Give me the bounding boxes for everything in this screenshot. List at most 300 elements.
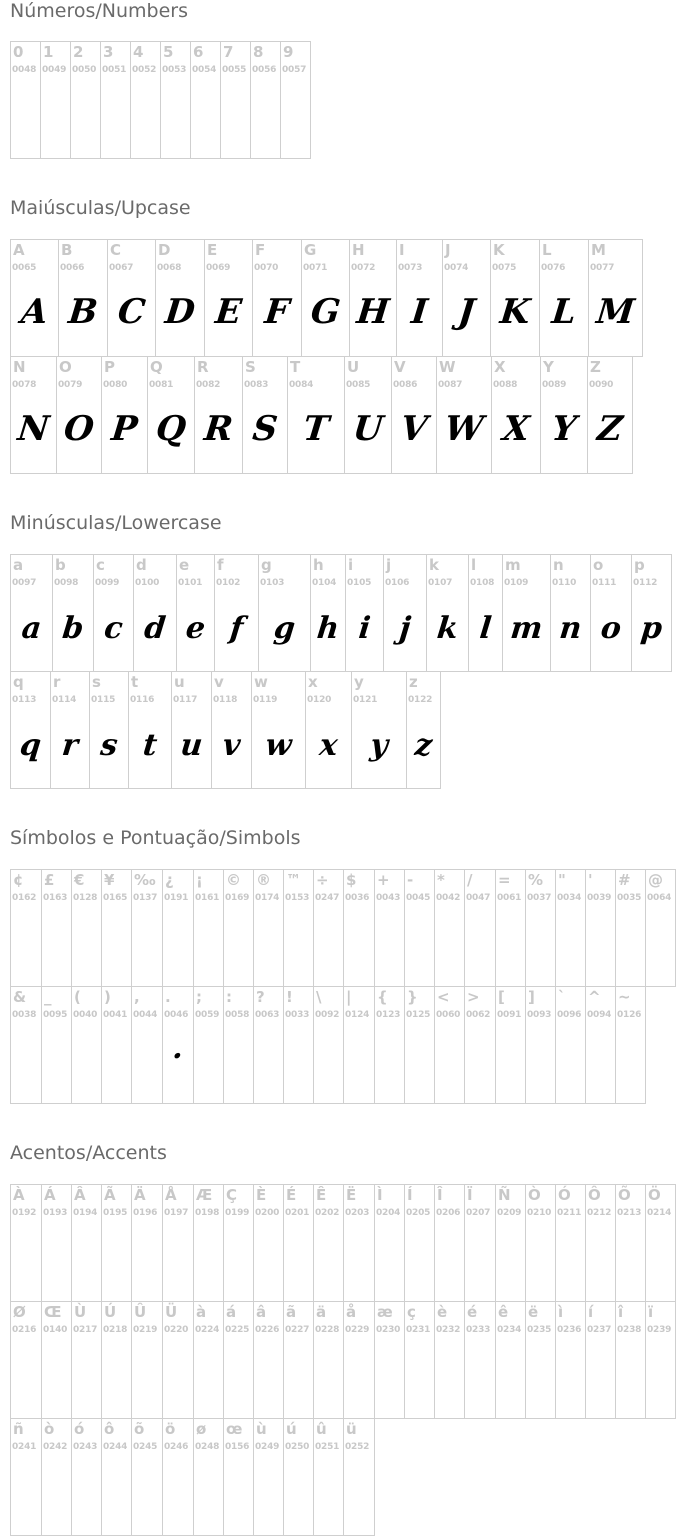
glyph-sample: I [409,292,430,332]
glyph-cell [40,41,71,159]
glyph-cell [251,671,306,789]
glyph-cell [525,1301,556,1419]
glyph-sample: q [18,728,43,763]
glyph-char-label: Ü [165,1303,178,1321]
glyph-code-label: 0085 [346,380,371,390]
glyph-cell [345,554,384,672]
glyph-char-label: ¿ [165,871,174,889]
glyph-code-label: 0053 [162,65,187,75]
glyph-char-label: ¡ [196,871,203,889]
glyph-char-label: Ì [377,1186,383,1204]
glyph-char-label: Û [134,1303,147,1321]
glyph-code-label: 0109 [504,578,529,588]
glyph-sample: m [508,611,545,646]
glyph-code-label: 0234 [497,1325,522,1335]
glyph-cell [525,1184,556,1302]
glyph-char-label: 2 [73,43,84,61]
glyph-code-label: 0064 [647,893,672,903]
glyph-char-label: @ [648,871,663,889]
glyph-row [10,1184,675,1302]
glyph-sample: J [456,292,477,332]
glyph-char-label: $ [346,871,357,889]
glyph-cell [10,671,51,789]
glyph-code-label: 0193 [43,1208,68,1218]
glyph-code-label: 0196 [133,1208,158,1218]
glyph-char-label: n [553,556,564,574]
glyph-code-label: 0126 [617,1010,642,1020]
glyph-code-label: 0238 [617,1325,642,1335]
glyph-sample: w [263,728,294,763]
glyph-code-label: 0239 [647,1325,672,1335]
glyph-row [10,671,440,789]
glyph-code-label: 0108 [470,578,495,588]
glyph-cell [193,1418,224,1536]
glyph-char-label: h [313,556,324,574]
glyph-cell [468,554,503,672]
glyph-cell [93,554,134,672]
glyph-sample: M [594,292,637,332]
glyph-cell [253,1301,284,1419]
glyph-code-label: 0061 [497,893,522,903]
glyph-char-label: * [437,871,445,889]
glyph-cell [223,986,254,1104]
glyph-code-label: 0081 [149,380,174,390]
glyph-cell [101,1418,132,1536]
glyph-code-label: 0077 [590,263,615,273]
glyph-row [10,1418,374,1536]
glyph-cell [41,1184,72,1302]
glyph-sample: R [202,409,235,449]
glyph-char-label: W [439,358,456,376]
glyph-char-label: Ñ [498,1186,511,1204]
glyph-sample: f [228,611,245,646]
glyph-code-label: 0082 [196,380,221,390]
section-title-upcase: Maiúsculas/Upcase [10,197,191,219]
glyph-char-label: œ [226,1420,243,1438]
glyph-code-label: 0204 [376,1208,401,1218]
glyph-char-label: R [197,358,209,376]
glyph-code-label: 0073 [398,263,423,273]
glyph-sample: g [272,611,297,646]
glyph-code-label: 0195 [103,1208,128,1218]
glyph-code-label: 0244 [103,1442,128,1452]
glyph-code-label: 0083 [244,380,269,390]
glyph-cell [253,1418,284,1536]
glyph-code-label: 0054 [192,65,217,75]
glyph-code-label: 0080 [103,380,128,390]
glyph-char-label: ? [256,988,265,1006]
glyph-char-label: ¥ [104,871,115,889]
glyph-code-label: 0048 [12,65,37,75]
glyph-code-label: 0086 [393,380,418,390]
glyph-cell [615,1184,646,1302]
glyph-char-label: # [618,871,631,889]
glyph-char-label: î [618,1303,624,1321]
glyph-cell [89,671,129,789]
glyph-code-label: 0169 [225,893,250,903]
glyph-code-label: 0192 [12,1208,37,1218]
glyph-row [10,869,675,987]
glyph-sample: r [60,728,80,763]
glyph-char-label: á [226,1303,237,1321]
glyph-char-label: = [498,871,511,889]
glyph-code-label: 0035 [617,893,642,903]
glyph-code-label: 0071 [303,263,328,273]
glyph-char-label: å [346,1303,357,1321]
glyph-sample: p [639,611,664,646]
glyph-char-label: ó [74,1420,85,1438]
glyph-cell [194,356,243,474]
glyph-cell [374,869,405,987]
glyph-cell [10,1418,42,1536]
glyph-code-label: 0247 [315,893,340,903]
glyph-sample: P [109,409,140,449]
glyph-char-label: ë [528,1303,539,1321]
glyph-code-label: 0252 [345,1442,370,1452]
glyph-char-label: O [59,358,72,376]
glyph-cell [525,869,556,987]
glyph-cell [176,554,215,672]
glyph-code-label: 0162 [12,893,37,903]
glyph-cell [58,239,108,357]
glyph-code-label: 0092 [315,1010,340,1020]
glyph-cell [71,986,102,1104]
glyph-char-label: û [316,1420,327,1438]
glyph-char-label: 7 [223,43,234,61]
glyph-char-label: [ [498,988,505,1006]
glyph-code-label: 0153 [285,893,310,903]
glyph-code-label: 0075 [492,263,517,273]
glyph-sample: N [15,409,52,449]
glyph-char-label: / [467,871,473,889]
glyph-code-label: 0091 [497,1010,522,1020]
glyph-char-label: E [207,241,218,259]
glyph-cell [404,869,435,987]
glyph-code-label: 0217 [73,1325,98,1335]
glyph-sample: D [163,292,197,332]
glyph-char-label: Ç [226,1186,238,1204]
glyph-code-label: 0051 [102,65,127,75]
glyph-cell [41,869,72,987]
glyph-cell [41,986,72,1104]
section-title-numbers: Números/Numbers [10,0,188,22]
glyph-code-label: 0214 [647,1208,672,1218]
glyph-cell [10,986,42,1104]
glyph-char-label: Î [437,1186,443,1204]
glyph-code-label: 0033 [285,1010,310,1020]
glyph-code-label: 0087 [438,380,463,390]
glyph-code-label: 0225 [225,1325,250,1335]
glyph-cell [615,1301,646,1419]
glyph-code-label: 0102 [216,578,241,588]
glyph-char-label: , [134,988,140,1006]
glyph-cell [101,356,148,474]
glyph-cell [131,1184,163,1302]
glyph-char-label: ® [256,871,271,889]
glyph-cell [171,671,212,789]
glyph-char-label: ( [74,988,81,1006]
glyph-char-label: k [429,556,439,574]
glyph-code-label: 0094 [587,1010,612,1020]
glyph-sample: H [354,292,392,332]
glyph-code-label: 0116 [130,695,155,705]
glyph-sample: X [500,409,532,449]
glyph-char-label: ; [196,988,202,1006]
glyph-sample: U [351,409,385,449]
glyph-char-label: z [409,673,418,691]
glyph-char-label: T [290,358,301,376]
glyph-code-label: 0191 [164,893,189,903]
glyph-cell [343,869,375,987]
glyph-code-label: 0099 [95,578,120,588]
glyph-char-label: + [377,871,390,889]
glyph-code-label: 0236 [557,1325,582,1335]
glyph-code-label: 0216 [12,1325,37,1335]
glyph-cell [280,41,311,159]
glyph-cell [590,554,632,672]
glyph-cell [220,41,251,159]
glyph-sample: b [60,611,86,646]
glyph-cell [162,986,194,1104]
glyph-cell [130,41,161,159]
glyph-code-label: 0044 [133,1010,158,1020]
glyph-char-label: r [53,673,61,691]
glyph-char-label: Ô [588,1186,601,1204]
glyph-cell [10,41,41,159]
glyph-cell [464,986,496,1104]
glyph-char-label: s [92,673,101,691]
glyph-char-label: o [593,556,604,574]
glyph-sample: L [549,292,579,332]
glyph-char-label: Y [543,358,554,376]
glyph-cell [313,1184,344,1302]
glyph-cell [525,986,556,1104]
glyph-code-label: 0137 [133,893,158,903]
glyph-cell [310,554,346,672]
glyph-char-label: \ [316,988,322,1006]
glyph-cell [107,239,156,357]
glyph-char-label: õ [134,1420,145,1438]
glyph-sample: s [98,728,120,763]
glyph-char-label: < [437,988,450,1006]
glyph-code-label: 0058 [225,1010,250,1020]
glyph-char-label: Í [407,1186,413,1204]
glyph-code-label: 0072 [351,263,376,273]
glyph-cell [490,239,540,357]
glyph-char-label: M [591,241,606,259]
glyph-cell [313,1301,344,1419]
glyph-char-label: Ù [74,1303,87,1321]
glyph-cell [258,554,311,672]
glyph-sample: O [62,409,96,449]
glyph-code-label: 0200 [255,1208,280,1218]
glyph-code-label: 0231 [406,1325,431,1335]
glyph-code-label: 0097 [12,578,37,588]
glyph-code-label: 0251 [315,1442,340,1452]
glyph-code-label: 0100 [135,578,160,588]
glyph-code-label: 0066 [60,263,85,273]
glyph-char-label: _ [44,988,52,1006]
glyph-char-label: c [96,556,105,574]
glyph-cell [193,1184,224,1302]
glyph-code-label: 0230 [376,1325,401,1335]
glyph-sample: i [357,611,373,646]
glyph-cell [131,1418,163,1536]
glyph-char-label: 8 [253,43,264,61]
glyph-char-label: 9 [283,43,294,61]
glyph-cell [242,356,288,474]
glyph-sample: . [170,1031,186,1066]
glyph-char-label: j [386,556,392,574]
glyph-code-label: 0062 [466,1010,491,1020]
glyph-char-label: g [261,556,272,574]
glyph-code-label: 0065 [12,263,37,273]
glyph-char-label: | [346,988,352,1006]
glyph-char-label: a [13,556,24,574]
section-title-lowercase: Minúsculas/Lowercase [10,512,222,534]
glyph-char-label: £ [44,871,55,889]
glyph-char-label: Æ [196,1186,213,1204]
glyph-char-label: é [467,1303,478,1321]
glyph-cell [406,671,441,789]
glyph-code-label: 0069 [206,263,231,273]
glyph-code-label: 0123 [376,1010,401,1020]
glyph-char-label: U [347,358,360,376]
glyph-cell [585,986,616,1104]
glyph-char-label: Õ [618,1186,631,1204]
glyph-char-label: ï [648,1303,654,1321]
glyph-char-label: P [104,358,115,376]
glyph-cell [645,1301,676,1419]
glyph-code-label: 0095 [43,1010,68,1020]
glyph-cell [631,554,672,672]
glyph-char-label: 0 [13,43,24,61]
glyph-cell [539,239,589,357]
glyph-cell [301,239,350,357]
glyph-code-label: 0165 [103,893,128,903]
glyph-sample: V [398,409,430,449]
glyph-char-label: è [437,1303,448,1321]
glyph-cell [211,671,252,789]
glyph-cell [585,869,616,987]
glyph-cell [223,1184,254,1302]
glyph-char-label: ì [558,1303,564,1321]
glyph-cell [495,1184,526,1302]
glyph-cell [585,1301,616,1419]
glyph-char-label: Ó [558,1186,571,1204]
glyph-char-label: ¢ [13,871,24,889]
glyph-cell [253,869,284,987]
glyph-sample: Z [595,409,625,449]
glyph-cell [645,1184,676,1302]
glyph-char-label: ü [346,1420,357,1438]
glyph-sample: l [478,611,494,646]
glyph-code-label: 0101 [178,578,203,588]
glyph-code-label: 0059 [195,1010,220,1020]
glyph-code-label: 0050 [72,65,97,75]
glyph-code-label: 0046 [164,1010,189,1020]
glyph-code-label: 0212 [587,1208,612,1218]
glyph-cell [434,1301,465,1419]
glyph-char-label: Q [150,358,163,376]
glyph-char-label: Ã [104,1186,116,1204]
glyph-code-label: 0089 [542,380,567,390]
glyph-char-label: Ê [316,1186,327,1204]
glyph-code-label: 0198 [195,1208,220,1218]
glyph-code-label: 0063 [255,1010,280,1020]
glyph-cell [434,1184,465,1302]
glyph-code-label: 0104 [312,578,337,588]
glyph-code-label: 0090 [589,380,614,390]
glyph-sample: o [599,611,623,646]
glyph-cell [283,1418,314,1536]
glyph-code-label: 0197 [164,1208,189,1218]
glyph-cell [131,869,163,987]
glyph-cell [305,671,352,789]
glyph-cell [155,239,205,357]
glyph-code-label: 0093 [527,1010,552,1020]
glyph-char-label: x [308,673,318,691]
glyph-char-label: € [74,871,85,889]
glyph-char-label: L [542,241,552,259]
glyph-char-label: i [348,556,354,574]
glyph-cell [374,986,405,1104]
glyph-char-label: â [256,1303,267,1321]
glyph-cell [50,671,90,789]
glyph-sample: G [308,292,343,332]
glyph-cell [615,869,646,987]
glyph-cell [349,239,397,357]
glyph-char-label: 3 [103,43,114,61]
glyph-char-label: p [634,556,645,574]
glyph-cell [10,554,53,672]
glyph-cell [101,869,132,987]
glyph-cell [41,1301,72,1419]
glyph-char-label: Â [74,1186,86,1204]
glyph-char-label: 1 [43,43,54,61]
glyph-cell [283,1184,314,1302]
glyph-char-label: F [255,241,266,259]
glyph-code-label: 0038 [12,1010,37,1020]
glyph-cell [464,1184,496,1302]
glyph-code-label: 0088 [493,380,518,390]
glyph-code-label: 0039 [587,893,612,903]
glyph-cell [162,1301,194,1419]
glyph-char-label: ) [104,988,111,1006]
glyph-cell [313,986,344,1104]
glyph-char-label: { [377,988,388,1006]
glyph-cell [71,1301,102,1419]
glyph-row [10,356,632,474]
glyph-code-label: 0125 [406,1010,431,1020]
glyph-code-label: 0052 [132,65,157,75]
glyph-cell [343,1418,375,1536]
glyph-char-label: Ö [648,1186,661,1204]
glyph-cell [550,554,591,672]
glyph-char-label: A [13,241,25,259]
glyph-cell [555,986,586,1104]
glyph-char-label: } [407,988,418,1006]
glyph-code-label: 0199 [225,1208,250,1218]
glyph-char-label: ô [104,1420,115,1438]
glyph-char-label: Ø [13,1303,26,1321]
glyph-code-label: 0248 [195,1442,220,1452]
glyph-code-label: 0161 [195,893,220,903]
glyph-code-label: 0211 [557,1208,582,1218]
glyph-cell [101,986,132,1104]
glyph-char-label: l [471,556,477,574]
glyph-code-label: 0103 [260,578,285,588]
